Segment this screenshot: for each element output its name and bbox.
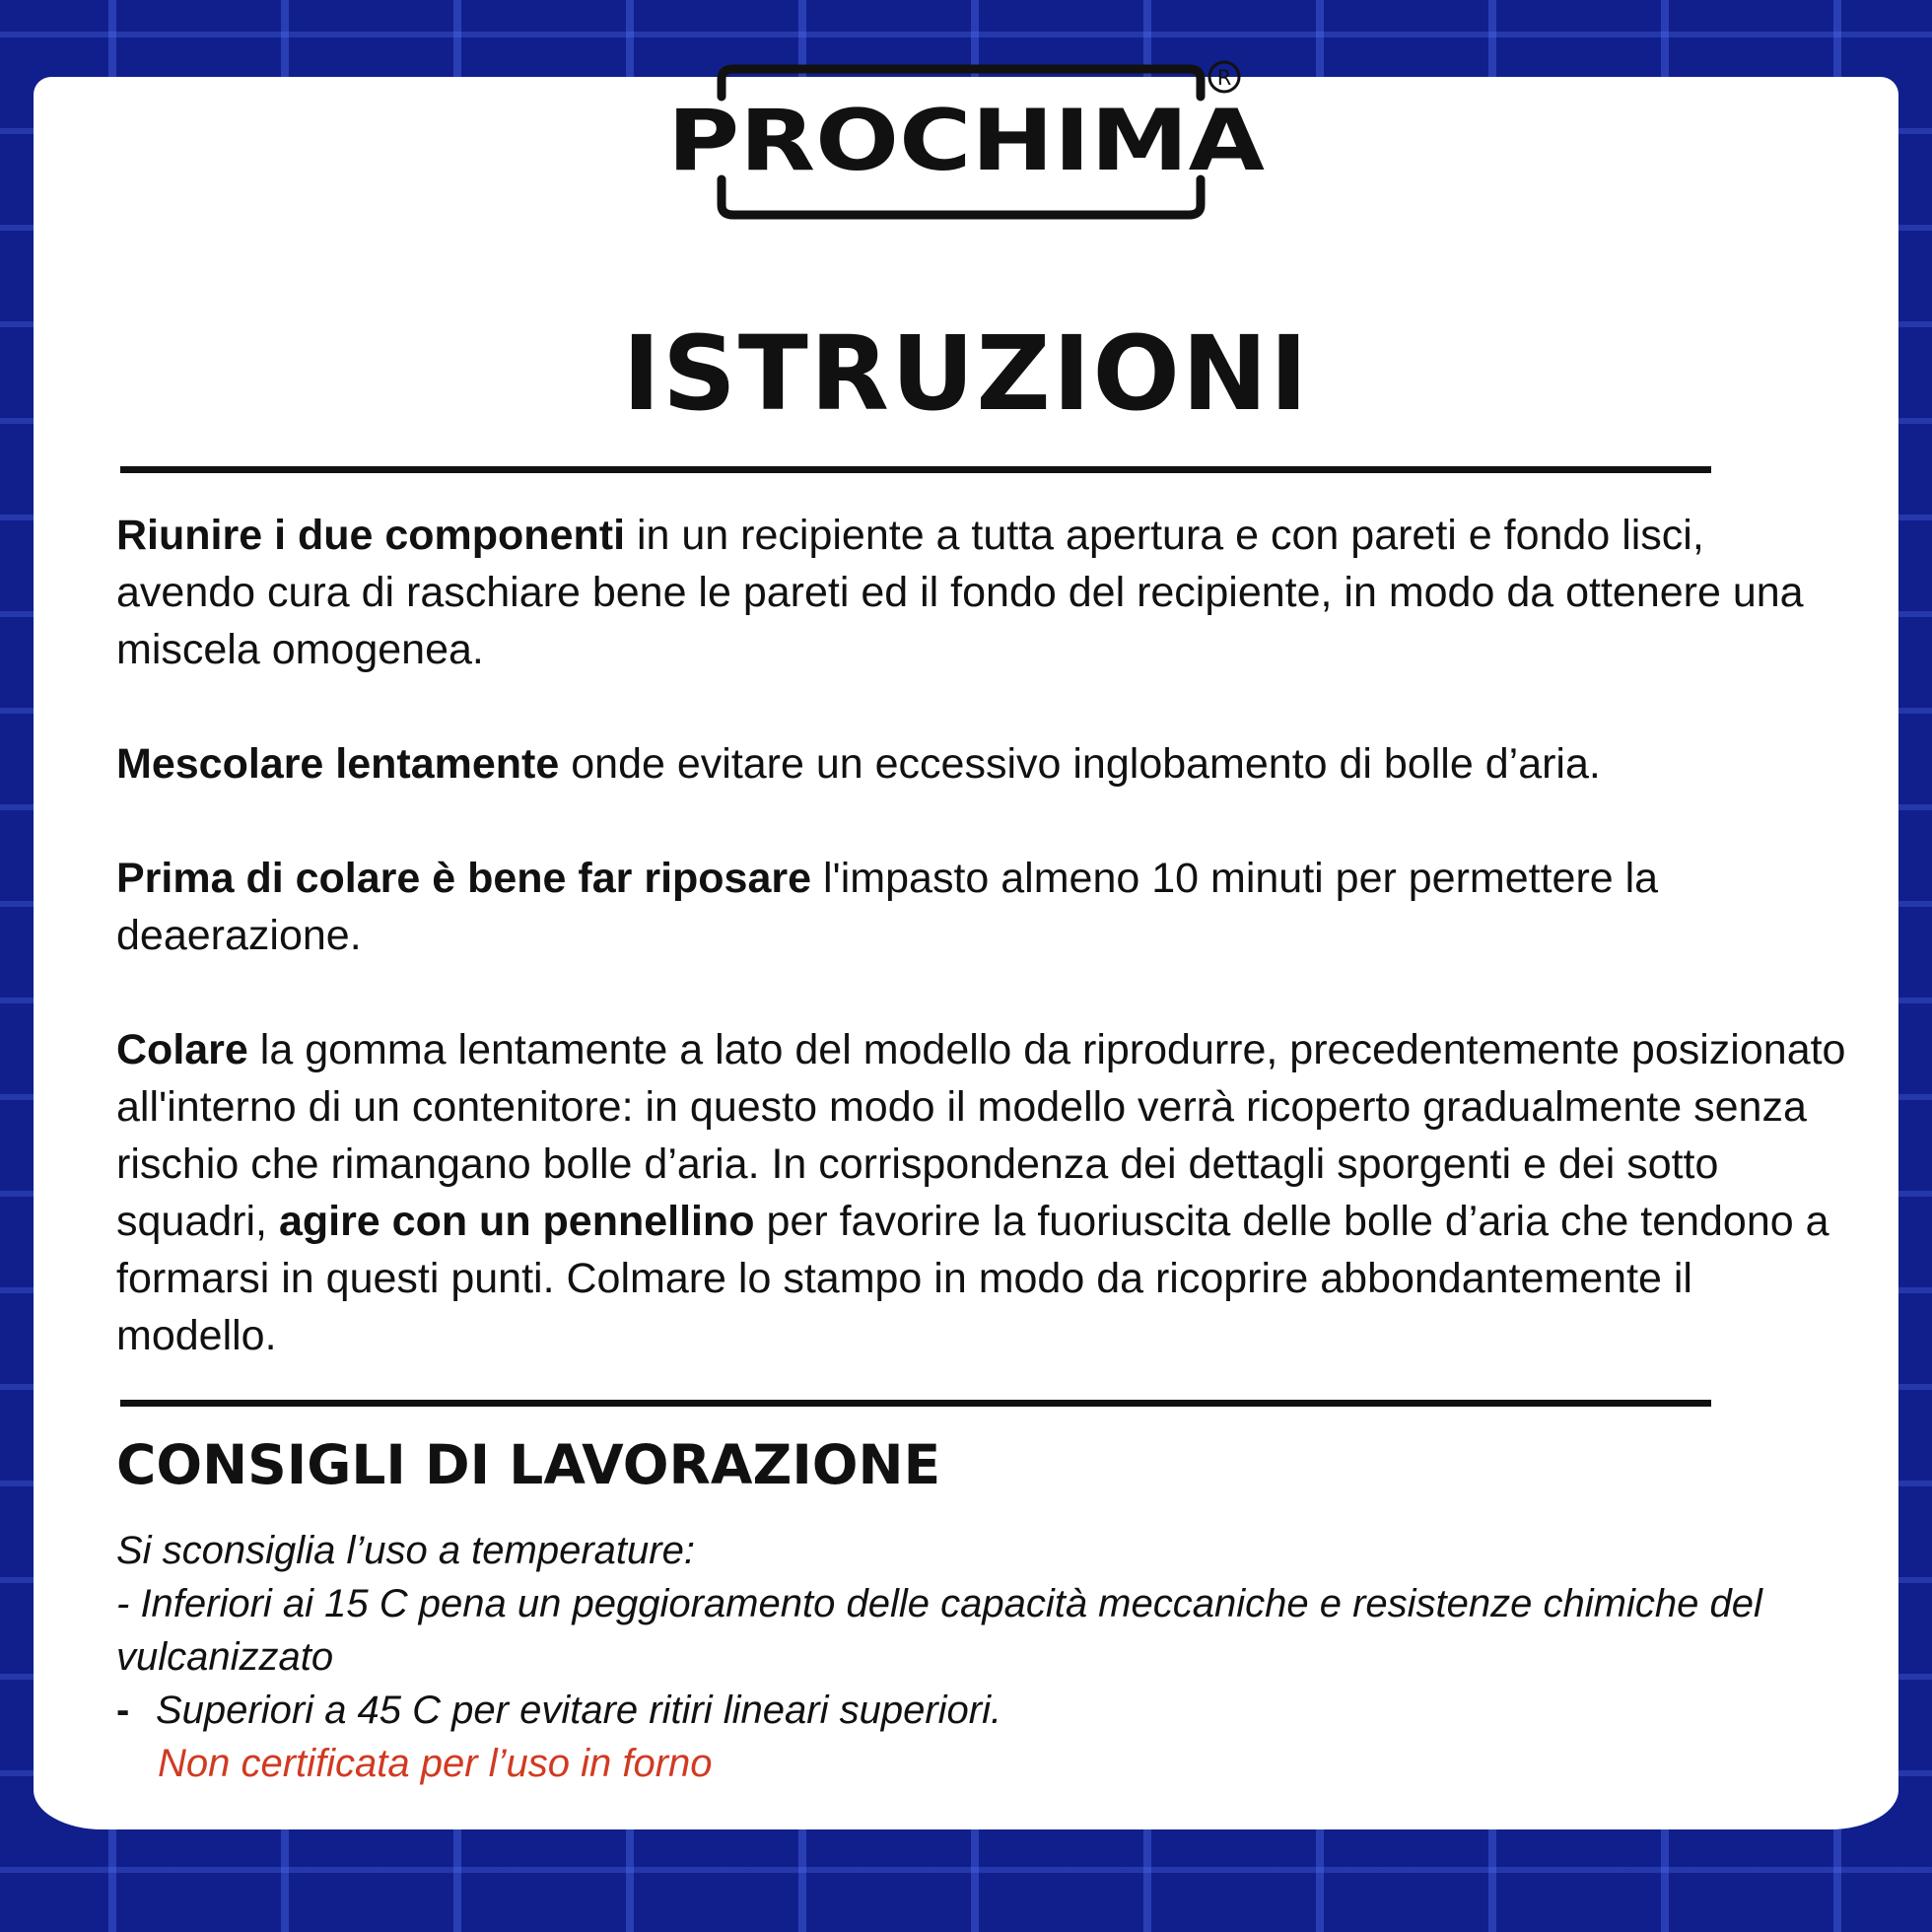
advice-intro: Si sconsiglia l’uso a temperature: — [116, 1529, 695, 1572]
paragraph-emphasis: agire con un pennellino — [278, 1198, 755, 1245]
dash-marker: - — [116, 1582, 130, 1625]
instructions-body — [116, 507, 1851, 1421]
advice-item-text: Inferiori ai 15 C pena un peggioramento delle capacità meccaniche e resistenze chimiche del vulcanizzato — [116, 1582, 1762, 1679]
dash-marker: - — [116, 1689, 130, 1732]
paragraph-text: onde evitare un eccessivo inglobamento di bolle d’aria. — [559, 740, 1601, 788]
paragraph-text: per favorire la fuoriuscita delle bolle d’aria che tendono a formarsi in questi punti. Colmare lo stampo in modo da ricoprire abbondantemente il modello. — [116, 1198, 1829, 1359]
paragraph-text: l'impasto almeno 10 minuti per permettere la deaerazione. — [116, 855, 1659, 959]
divider-bottom — [120, 1400, 1711, 1407]
advice-section — [116, 1524, 1792, 1790]
oven-warning: Non certificata per l’uso in forno — [158, 1742, 713, 1785]
brand-name: PROCHIMA — [667, 92, 1266, 190]
advice-title: CONSIGLI DI LAVORAZIONE — [116, 1433, 941, 1496]
advice-item — [116, 1684, 1792, 1737]
prochima-logo — [651, 57, 1281, 235]
paragraph-text: la gomma lentamente a lato del modello da riprodurre, precedentemente posizionato all'interno di un contenitore: in questo modo il modello verrà ricoperto gradualmente senza rischio che rimangano bolle d’aria. In corrispondenza dei dettagli sporgenti e dei sotto squadri, — [116, 1026, 1846, 1245]
instruction-paragraph — [116, 735, 1851, 793]
paragraph-lead: Mescolare lentamente — [116, 740, 560, 788]
registered-mark: R — [1216, 66, 1232, 90]
paragraph-lead: Colare — [116, 1026, 248, 1073]
instruction-paragraph — [116, 850, 1851, 964]
advice-item — [116, 1577, 1792, 1684]
page-title: ISTRUZIONI — [622, 313, 1310, 434]
advice-item-text: Superiori a 45 C per evitare ritiri lineari superiori. — [156, 1689, 1002, 1732]
instruction-paragraph — [116, 1021, 1851, 1364]
divider-top — [120, 466, 1711, 473]
paragraph-lead: Riunire i due componenti — [116, 512, 626, 559]
instruction-paragraph — [116, 507, 1851, 678]
paragraph-text: in un recipiente a tutta apertura e con pareti e fondo lisci, avendo cura di raschiare bene le pareti ed il fondo del recipiente, in modo da ottenere una miscela omogenea. — [116, 512, 1804, 673]
paragraph-lead: Prima di colare è bene far riposare — [116, 855, 812, 902]
